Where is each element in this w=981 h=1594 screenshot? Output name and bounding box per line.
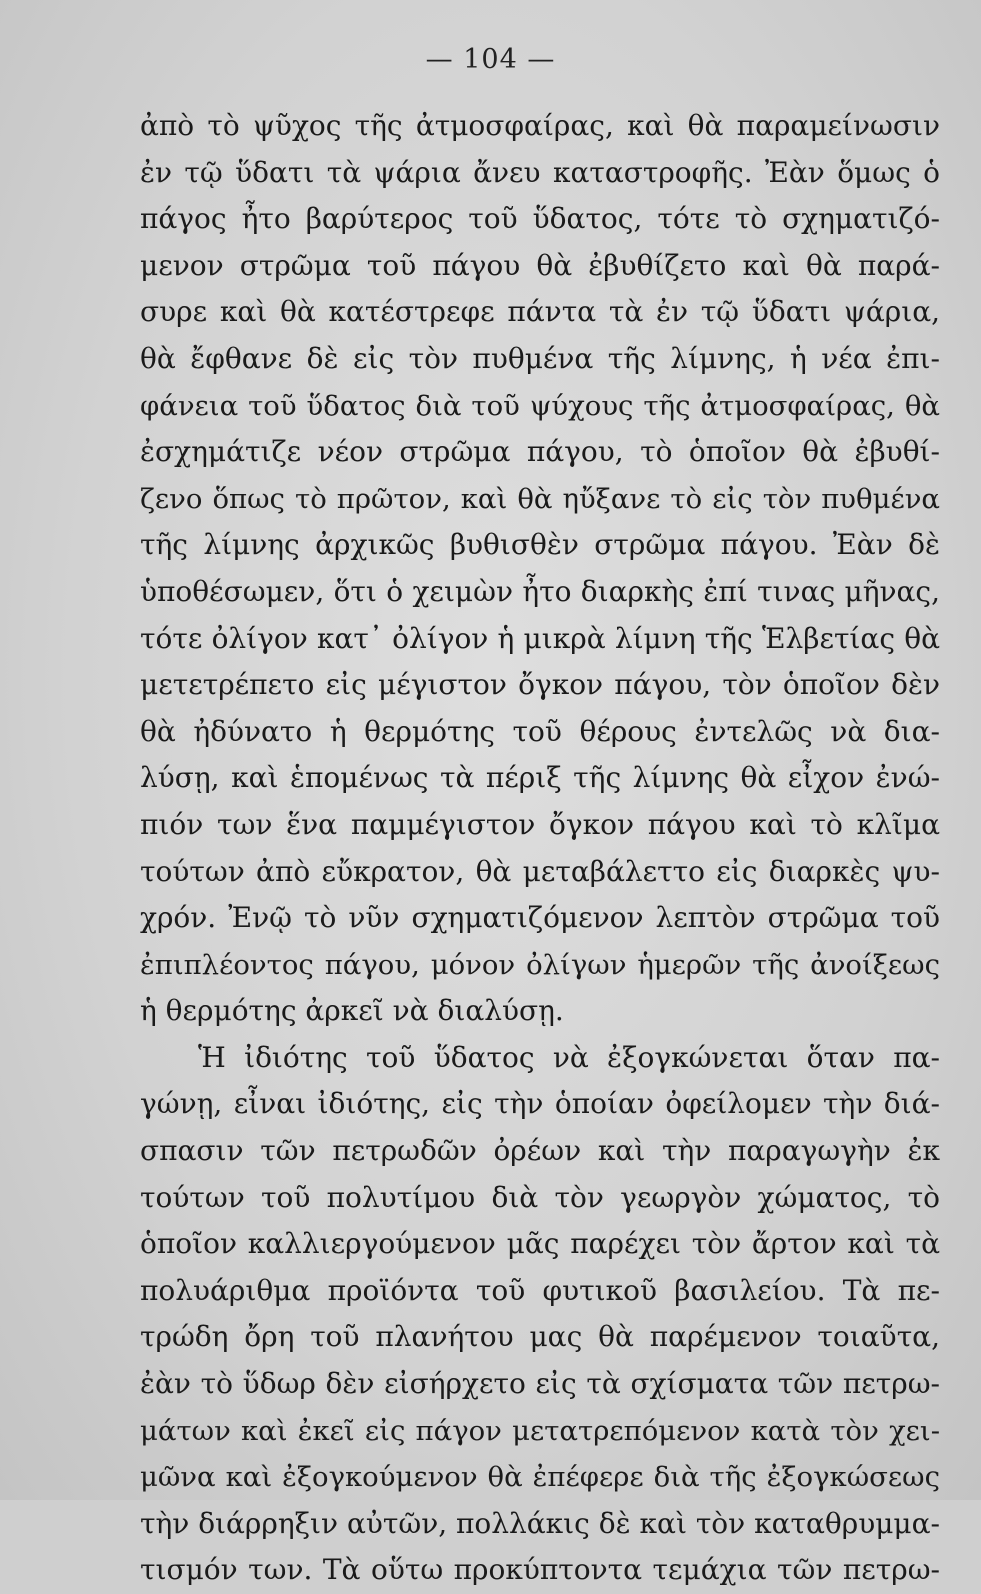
text-line: ἐσχημάτιζε νέον στρῶμα πάγου, τὸ ὁποῖον θὰ ἐβυθί-	[140, 435, 940, 469]
text-line: τούτων ἀπὸ εὔκρατον, θὰ μεταβάλεττο εἰς διαρκὲς ψυ-	[140, 854, 940, 888]
text-line: ἐὰν τὸ ὕδωρ δὲν εἰσήρχετο εἰς τὰ σχίσματα τῶν πετρω-	[140, 1367, 940, 1401]
text-line: τότε ὀλίγον κατ᾽ ὀλίγον ἡ μικρὰ λίμνη τῆς Ἑλβετίας θὰ	[140, 621, 940, 655]
text-line: πιόν των ἕνα παμμέγιστον ὄγκον πάγου καὶ τὸ κλῖμα	[140, 807, 940, 841]
paragraph-end-line: ἡ θερμότης ἀρκεῖ νὰ διαλύσῃ.	[140, 994, 564, 1028]
text-line: ἀπὸ τὸ ψῦχος τῆς ἀτμοσφαίρας, καὶ θὰ παραμείνωσιν	[140, 109, 940, 142]
text-line: λύσῃ, καὶ ἑπομένως τὰ πέριξ τῆς λίμνης θὰ εἶχον ἐνώ-	[140, 761, 940, 795]
text-line: πάγος ἦτο βαρύτερος τοῦ ὕδατος, τότε τὸ σχηματιζό-	[140, 202, 940, 236]
text-line: γώνῃ, εἶναι ἰδιότης, εἰς τὴν ὁποίαν ὀφείλομεν τὴν διά-	[140, 1087, 940, 1121]
text-line: μετετρέπετο εἰς μέγιστον ὄγκον πάγου, τὸν ὁποῖον δὲν	[140, 668, 940, 702]
text-line: πολυάριθμα προϊόντα τοῦ φυτικοῦ βασιλείου. Τὰ πε-	[140, 1273, 940, 1307]
text-line: σπασιν τῶν πετρωδῶν ὀρέων καὶ τὴν παραγωγὴν ἐκ	[140, 1134, 940, 1168]
page-number: — 104 —	[425, 44, 556, 75]
text-line: τούτων τοῦ πολυτίμου διὰ τὸν γεωργὸν χώματος, τὸ	[140, 1180, 940, 1214]
text-line: συρε καὶ θὰ κατέστρεφε πάντα τὰ ἐν τῷ ὕδατι ψάρια,	[140, 295, 940, 329]
text-line: χρόν. Ἐνῷ τὸ νῦν σχηματιζόμενον λεπτὸν στρῶμα τοῦ	[140, 901, 940, 935]
text-line: φάνεια τοῦ ὕδατος διὰ τοῦ ψύχους τῆς ἀτμοσφαίρας, θὰ	[140, 389, 940, 422]
body-text	[140, 103, 940, 1594]
text-line: μάτων καὶ ἐκεῖ εἰς πάγον μετατρεπόμενον κατὰ τὸν χει-	[140, 1414, 940, 1447]
text-line: μῶνα καὶ ἐξογκούμενον θὰ ἐπέφερε διὰ τῆς ἐξογκώσεως	[140, 1461, 940, 1494]
text-line: τῆς λίμνης ἀρχικῶς βυθισθὲν στρῶμα πάγου. Ἐὰν δὲ	[140, 528, 940, 562]
paragraph-start-line: Ἡ ἰδιότης τοῦ ὕδατος νὰ ἐξογκώνεται ὅταν πα-	[198, 1040, 940, 1074]
text-line: ἐπιπλέοντος πάγου, μόνον ὀλίγων ἡμερῶν τῆς ἀνοίξεως	[140, 948, 940, 981]
text-line: τρώδη ὄρη τοῦ πλανήτου μας θὰ παρέμενον τοιαῦτα,	[140, 1320, 940, 1354]
text-line: ζενο ὅπως τὸ πρῶτον, καὶ θὰ ηὔξανε τὸ εἰς τὸν πυθμένα	[140, 482, 940, 515]
text-line: ὁποῖον καλλιεργούμενον μᾶς παρέχει τὸν ἄρτον καὶ τὰ	[140, 1227, 940, 1261]
text-line: θὰ ἠδύνατο ἡ θερμότης τοῦ θέρους ἐντελῶς νὰ δια-	[140, 714, 940, 748]
text-line: ἐν τῷ ὕδατι τὰ ψάρια ἄνευ καταστροφῆς. Ἐὰν ὅμως ὁ	[140, 155, 940, 189]
text-line: θὰ ἔφθανε δὲ εἰς τὸν πυθμένα τῆς λίμνης, ἡ νέα ἐπι-	[140, 341, 940, 375]
text-line: τισμόν των. Τὰ οὕτω προκύπτοντα τεμάχια τῶν πετρω-	[140, 1553, 940, 1587]
text-line: τὴν διάρρηξιν αὐτῶν, πολλάκις δὲ καὶ τὸν καταθρυμμα-	[140, 1506, 940, 1540]
text-line: μενον στρῶμα τοῦ πάγου θὰ ἐβυθίζετο καὶ θὰ παρά-	[140, 248, 940, 282]
text-line: ὑποθέσωμεν, ὅτι ὁ χειμὼν ἦτο διαρκὴς ἐπί τινας μῆνας,	[140, 574, 940, 608]
